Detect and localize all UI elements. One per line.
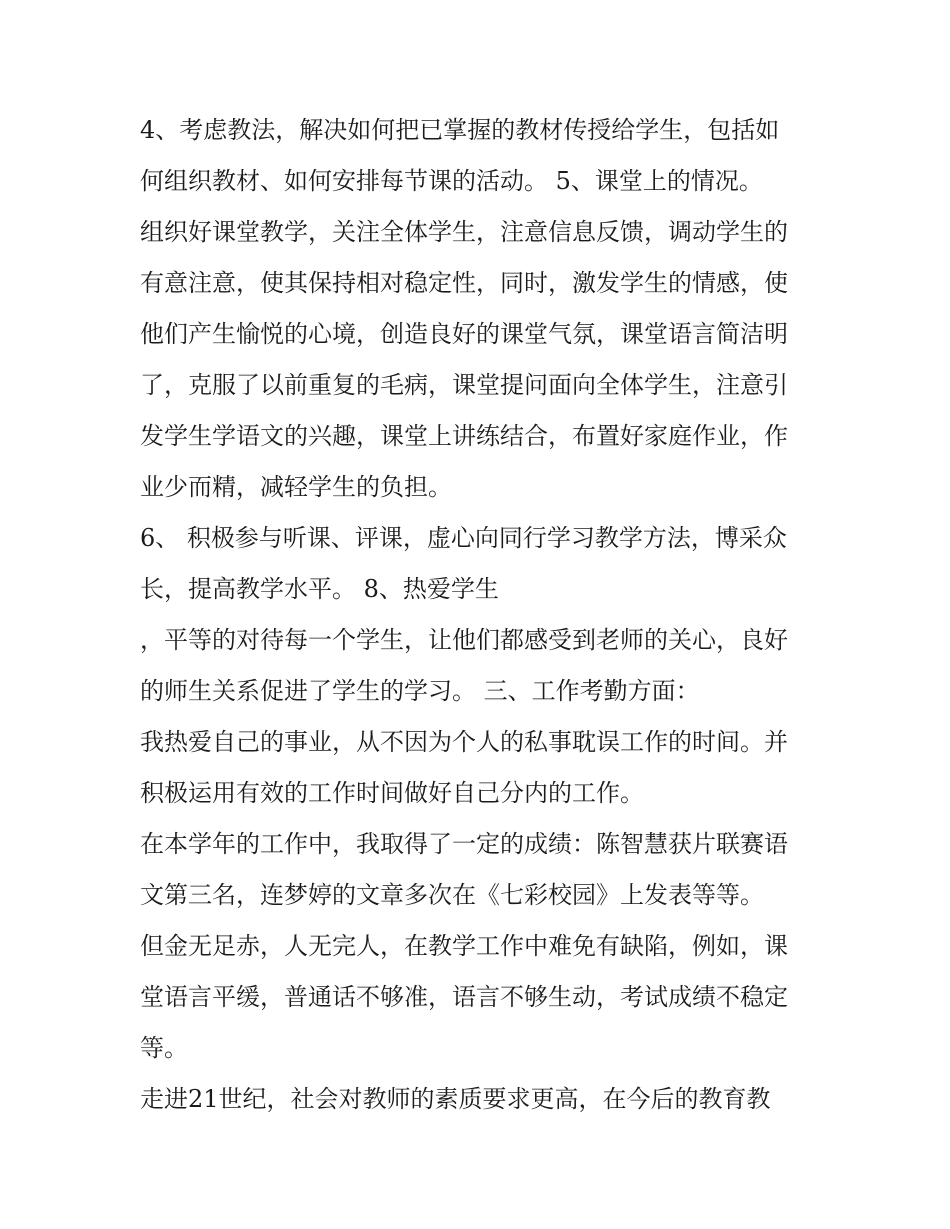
text-line: 长，提高教学水平。 8、热爱学生 [140,575,499,603]
text-line: ，平等的对待每一个学生，让他们都感受到老师的关心，良好 [140,626,788,654]
text-line: 堂语言平缓，普通话不够准，语言不够生动，考试成绩不稳定 [140,983,788,1011]
text-line: 他们产生愉悦的心境，创造良好的课堂气氛，课堂语言简洁明 [140,320,788,348]
text-line: 但金无足赤，人无完人，在教学工作中难免有缺陷，例如，课 [140,932,788,960]
text-line: 4、考虑教法，解决如何把已掌握的教材传授给学生，包括如 [140,116,780,144]
text-line: 组织好课堂教学，关注全体学生，注意信息反馈，调动学生的 [140,218,788,246]
text-line: 发学生学语文的兴趣，课堂上讲练结合，布置好家庭作业，作 [140,422,788,450]
text-line: 有意注意，使其保持相对稳定性，同时，激发学生的情感，使 [140,269,788,297]
text-line: 的师生关系促进了学生的学习。 三、工作考勤方面： [140,677,700,705]
text-line: 等。 [140,1034,188,1062]
text-line: 6、 积极参与听课、评课，虚心向同行学习教学方法，博采众 [140,524,787,552]
body-text [140,105,820,1125]
text-line: 业少而精，减轻学生的负担。 [140,473,452,501]
text-line: 文第三名，连梦婷的文章多次在《七彩校园》上发表等等。 [140,881,764,909]
text-line: 积极运用有效的工作时间做好自己分内的工作。 [140,779,644,807]
text-line: 在本学年的工作中，我取得了一定的成绩：陈智慧获片联赛语 [140,830,788,858]
text-line: 了，克服了以前重复的毛病，课堂提问面向全体学生，注意引 [140,371,788,399]
text-line: 何组织教材、如何安排每节课的活动。 5、课堂上的情况。 [140,167,763,195]
text-line: 我热爱自己的事业，从不因为个人的私事耽误工作的时间。并 [140,728,788,756]
text-line: 走进21世纪，社会对教师的素质要求更高，在今后的教育教 [140,1085,771,1113]
